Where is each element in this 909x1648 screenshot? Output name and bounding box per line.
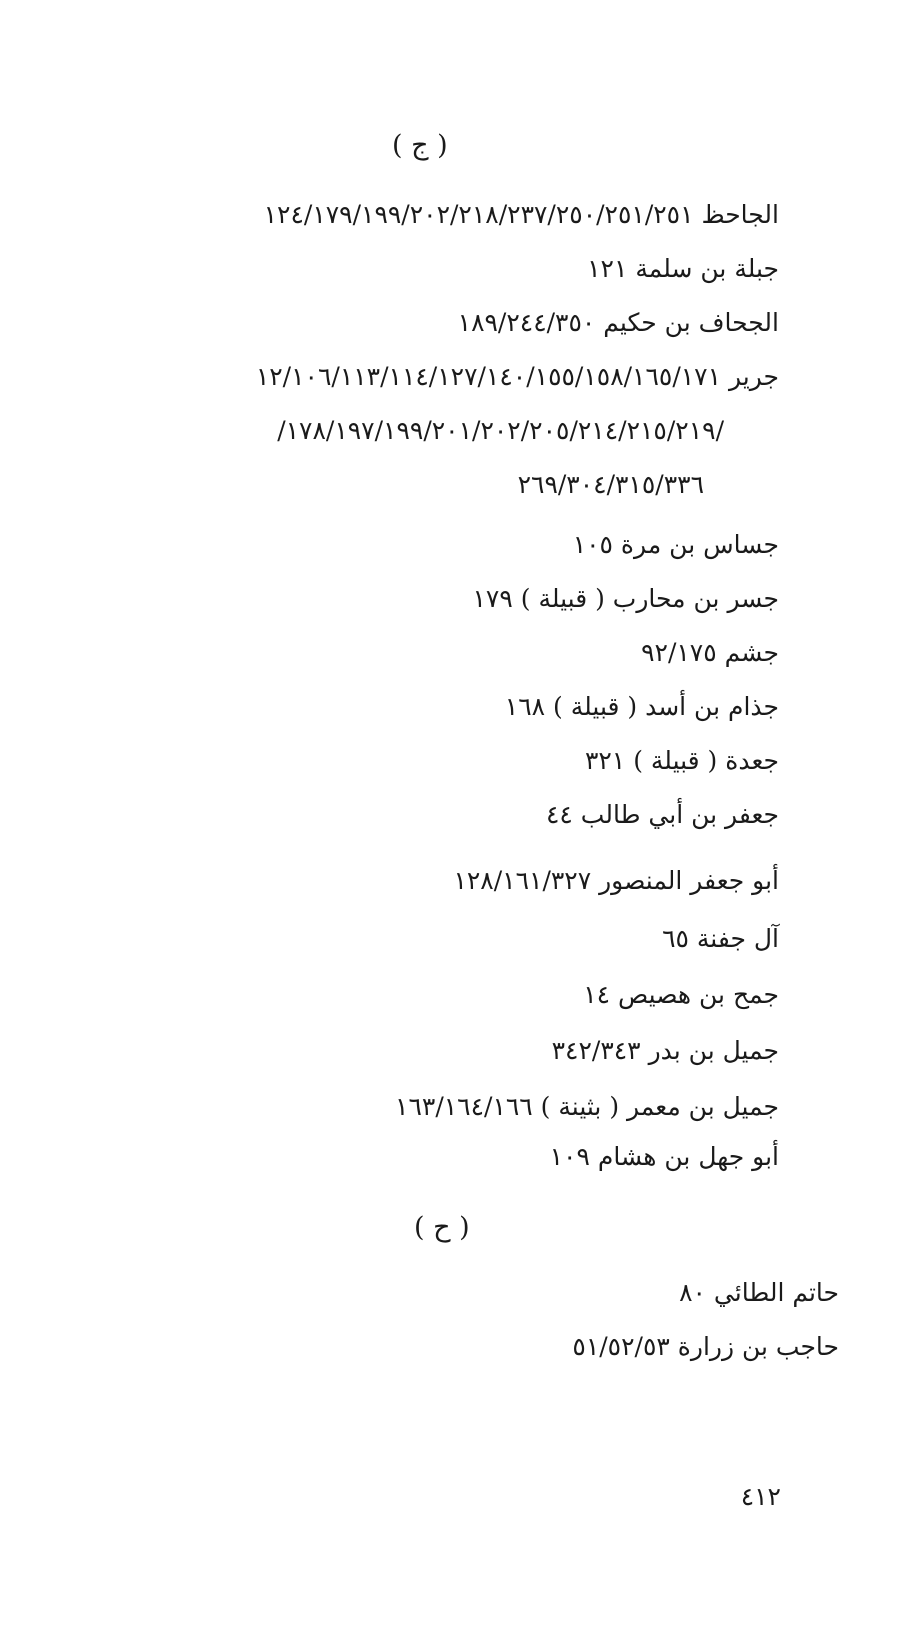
index-entry: جساس بن مرة ١٠٥ — [572, 530, 779, 559]
index-entry-continuation: ٢٦٩/٣٠٤/٣١٥/٣٣٦ — [517, 470, 704, 499]
index-entry: جمح بن هصيص ١٤ — [583, 980, 779, 1009]
index-entry: جبلة بن سلمة ١٢١ — [587, 254, 779, 283]
index-entry: أبو جعفر المنصور ١٢٨/١٦١/٣٢٧ — [453, 866, 779, 895]
index-entry: جشم ٩٢/١٧٥ — [641, 638, 779, 667]
index-entry: أبو جهل بن هشام ١٠٩ — [549, 1142, 779, 1171]
index-entry: جسر بن محارب ( قبيلة ) ١٧٩ — [472, 584, 779, 613]
index-entry-continuation: /١٧٨/١٩٧/١٩٩/٢٠١/٢٠٢/٢٠٥/٢١٤/٢١٥/٢١٩/ — [277, 416, 724, 445]
index-entry: حاجب بن زرارة ٥١/٥٢/٥٣ — [572, 1332, 839, 1361]
index-entry: الجاحظ ١٢٤/١٧٩/١٩٩/٢٠٢/٢١٨/٢٣٧/٢٥٠/٢٥١/٢٥١ — [263, 200, 779, 229]
index-entry: جميل بن بدر ٣٤٢/٣٤٣ — [551, 1036, 779, 1065]
index-entry: جميل بن معمر ( بثينة ) ١٦٣/١٦٤/١٦٦ — [395, 1092, 779, 1121]
index-entry: جرير ١٢/١٠٦/١١٣/١١٤/١٢٧/١٤٠/١٥٥/١٥٨/١٦٥/١٧١ — [255, 362, 779, 391]
index-entry: جعدة ( قبيلة ) ٣٢١ — [584, 746, 779, 775]
index-entry: الجحاف بن حكيم ١٨٩/٢٤٤/٣٥٠ — [457, 308, 779, 337]
section-heading-ha: ( ح ) — [414, 1212, 470, 1243]
index-entry: آل جفنة ٦٥ — [662, 924, 779, 953]
index-entry: جعفر بن أبي طالب ٤٤ — [545, 800, 779, 829]
page-number: ٤١٢ — [740, 1482, 781, 1511]
index-entry: جذام بن أسد ( قبيلة ) ١٦٨ — [504, 692, 779, 721]
section-heading-jim: ( ج ) — [392, 130, 448, 161]
index-entry: حاتم الطائي ٨٠ — [679, 1278, 839, 1307]
